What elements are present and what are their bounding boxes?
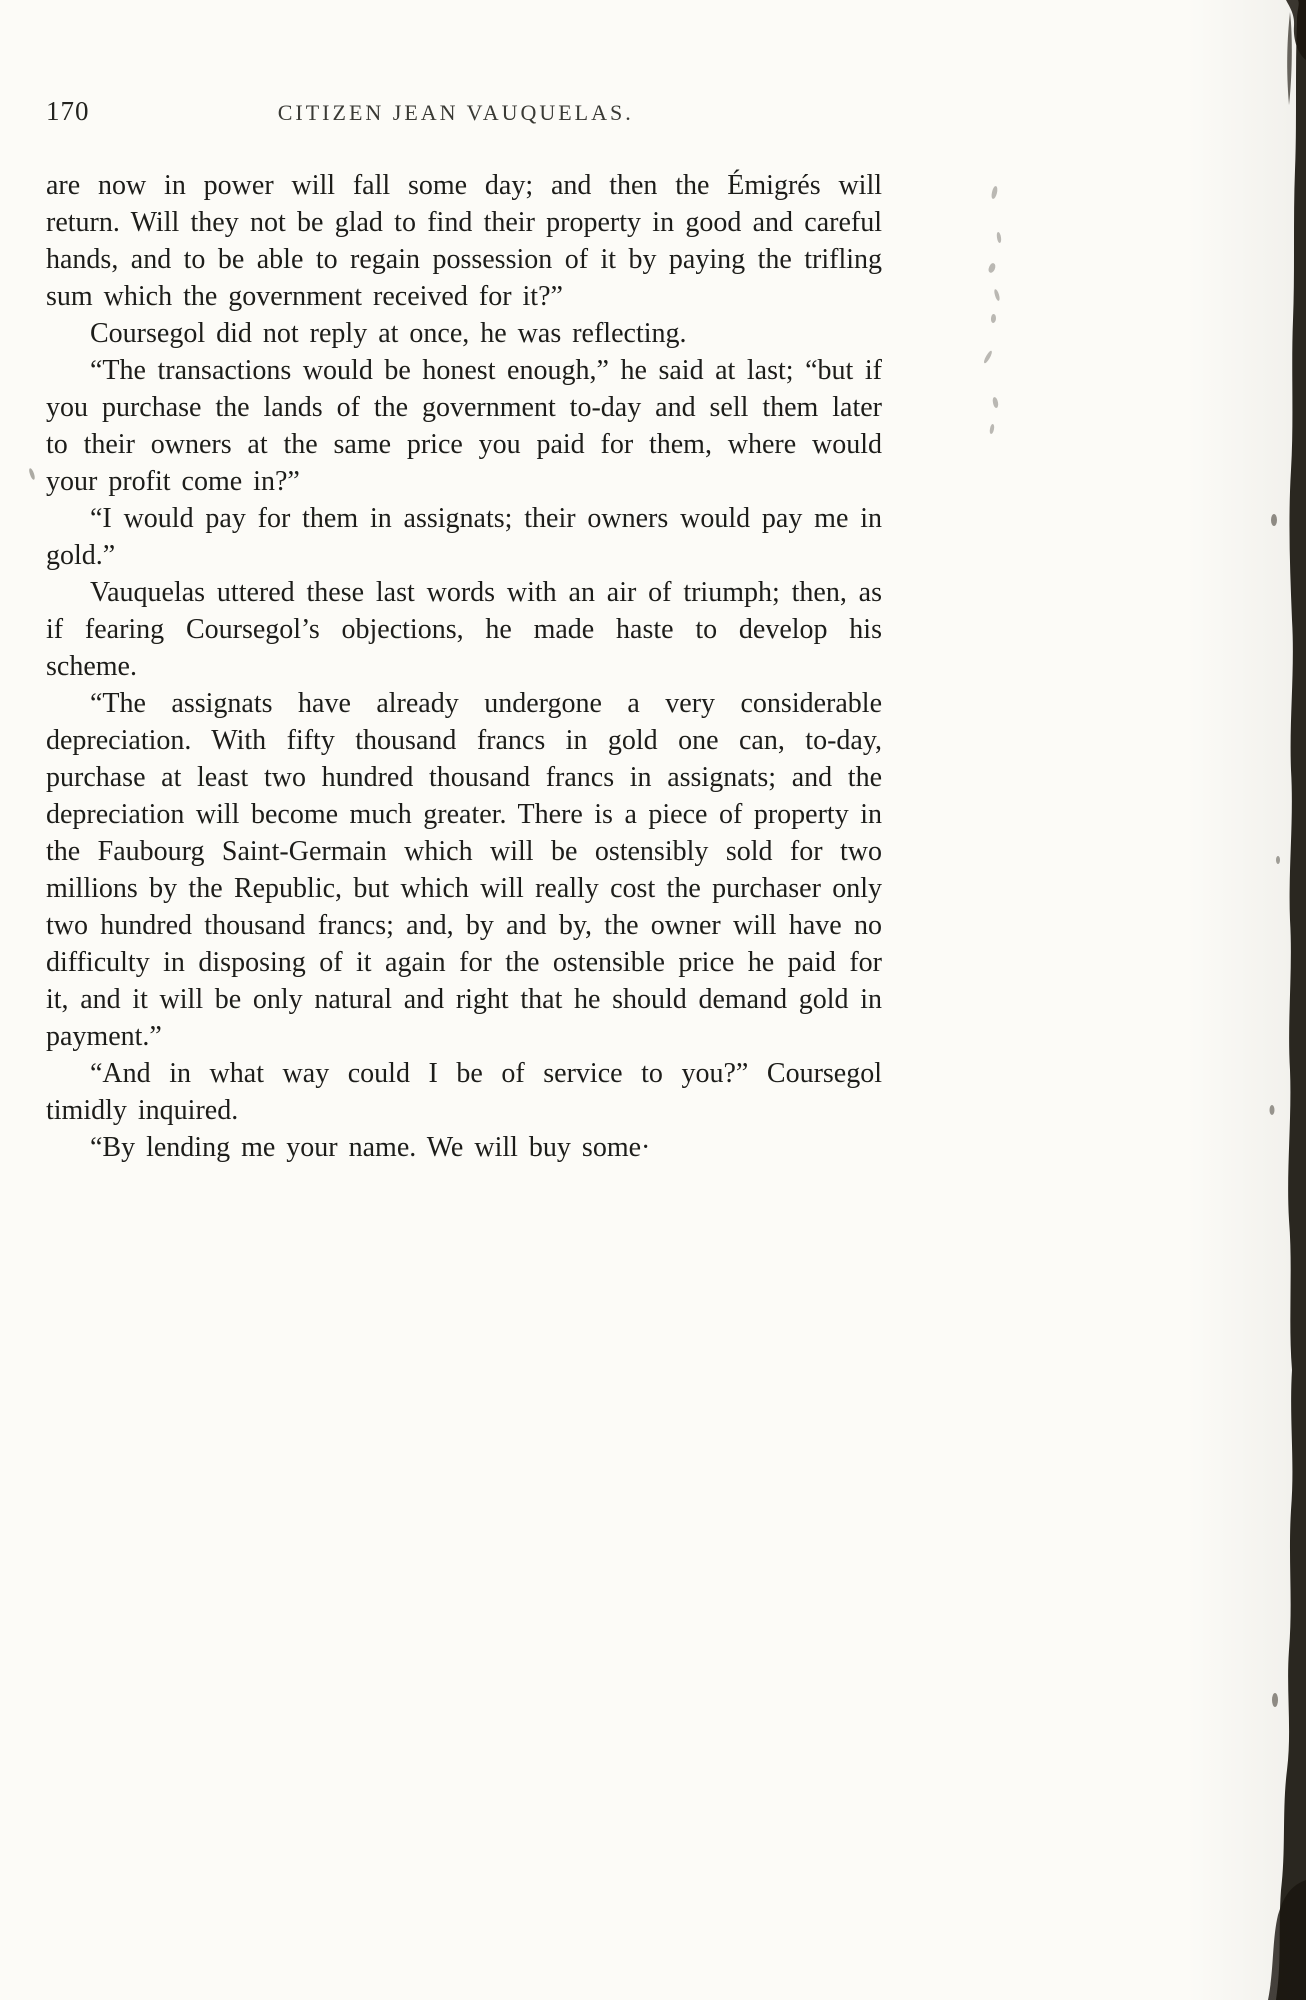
- scan-speck: [28, 468, 36, 481]
- paragraph: “The assignats have already undergone a very considerable depreciation. With fifty thousand francs in gold one can, to-day, purchase at least two hundred thousand francs in assignats; and the depreciation will become much greater. There is a piece of property in the Faubourg Saint-Germain which will be ostensibly sold for two millions by the Republic, but which will really cost the purchaser only two hundred thousand francs; and, by and by, the owner will have no difficulty in disposing of it again for the ostensible price he paid for it, and it will be only natural and right that he should demand gold in payment.”: [46, 688, 882, 1052]
- paragraph: “I would pay for them in assignats; their owners would pay me in gold.”: [46, 503, 882, 571]
- scan-speck: [983, 350, 993, 364]
- scan-speck: [991, 314, 997, 323]
- scan-edge-artifact: [1262, 0, 1306, 2000]
- scan-speck: [989, 424, 995, 435]
- paragraph: Coursegol did not reply at once, he was reflecting.: [90, 318, 687, 349]
- scan-speck: [996, 232, 1001, 243]
- paragraph: “The transactions would be honest enough,” he said at last; “but if you purchase the lands of the government to-day and sell them later to their owners at the same price you paid for them, where would your profit come in?”: [46, 355, 882, 497]
- scan-speck: [992, 397, 999, 409]
- running-header: CITIZEN JEAN VAUQUELAS.: [277, 100, 634, 125]
- scan-speck: [993, 289, 1000, 302]
- running-head: [46, 96, 882, 127]
- page-number: 170: [46, 96, 90, 126]
- text-column: [46, 96, 882, 1166]
- paragraph: are now in power will fall some day; and then the Émigrés will return. Will they not be glad to find their property in good and careful hands, and to be able to regain possession of it by paying the trifling sum which the government received for it?”: [46, 170, 882, 312]
- body-text: [46, 167, 882, 1166]
- paragraph: Vauquelas uttered these last words with an air of triumph; then, as if fearing Coursegol’s objections, he made haste to develop his scheme.: [46, 577, 882, 682]
- paragraph: “And in what way could I be of service to you?” Coursegol timidly inquired.: [46, 1058, 882, 1126]
- scan-speck: [987, 262, 997, 274]
- scan-speck: [991, 186, 999, 200]
- paragraph: “By lending me your name. We will buy some·: [90, 1132, 651, 1163]
